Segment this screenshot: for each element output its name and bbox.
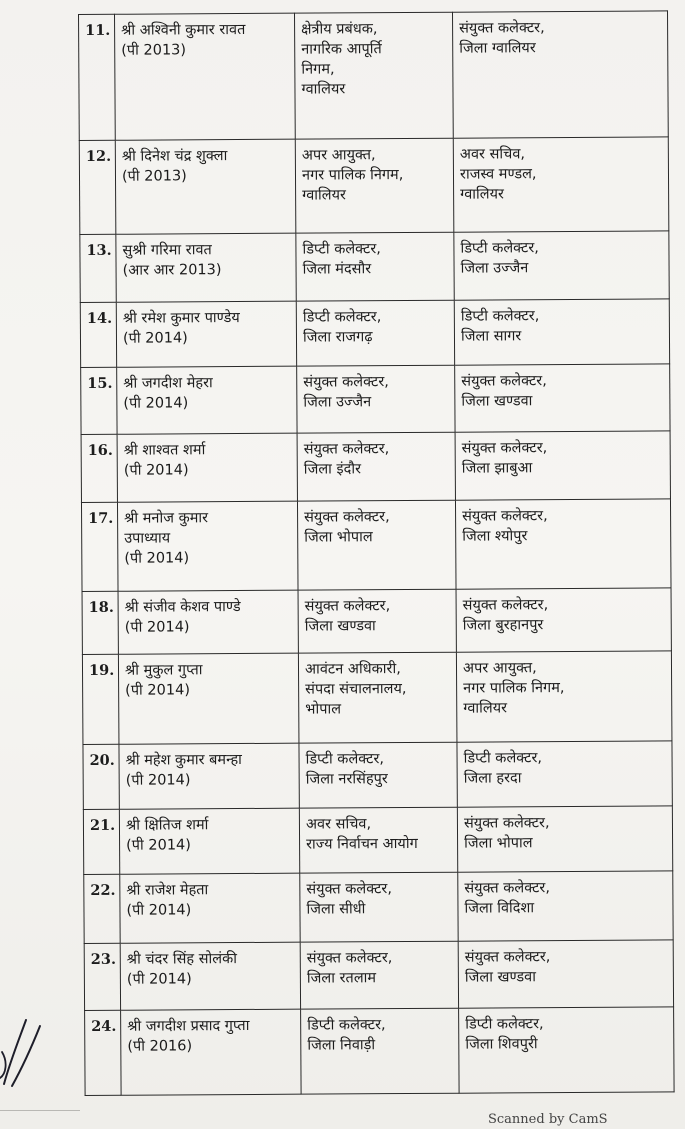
current-posting-cell xyxy=(300,872,458,942)
new-posting-line: जिला झाबुआ xyxy=(461,460,533,478)
officer-name-cell xyxy=(116,233,296,302)
new-posting-line: संयुक्त कलेक्टर, xyxy=(463,815,550,832)
current-posting-line: जिला राजगढ़ xyxy=(302,329,373,346)
officer-name-line: श्री महेश कुमार बमन्हा xyxy=(125,751,242,769)
officer-name-cell xyxy=(117,501,298,592)
officer-name-line: (पी 2014) xyxy=(124,549,190,567)
new-posting-cell xyxy=(454,299,669,365)
new-posting-cell xyxy=(455,364,670,432)
current-posting-line: क्षेत्रीय प्रबंधक, xyxy=(301,21,378,38)
table-row xyxy=(84,940,673,1011)
table-body xyxy=(79,11,675,1096)
current-posting-line: जिला रतलाम xyxy=(306,970,377,987)
transfer-order-table xyxy=(78,10,675,1096)
serial-number: 16. xyxy=(81,435,117,502)
current-posting-line: निगम, xyxy=(301,61,335,78)
serial-number: 21. xyxy=(83,809,119,874)
table-row xyxy=(79,11,669,141)
new-posting-cell xyxy=(458,940,673,1008)
current-posting-line: जिला मंदसौर xyxy=(302,261,372,278)
current-posting-line: राज्य निर्वाचन आयोग xyxy=(306,835,418,853)
current-posting-line: अपर आयुक्त, xyxy=(301,147,376,164)
table-row xyxy=(85,1007,675,1095)
officer-name-cell xyxy=(120,873,300,943)
officer-name-cell xyxy=(121,1010,302,1096)
officer-name-cell xyxy=(118,653,299,744)
current-posting-line: संयुक्त कलेक्टर, xyxy=(303,374,389,391)
current-posting-line: डिप्टी कलेक्टर, xyxy=(305,750,385,768)
current-posting-cell xyxy=(298,589,456,653)
table-row xyxy=(80,231,669,303)
officer-name-line: (पी 2016) xyxy=(127,1038,193,1056)
officer-name-line: (पी 2014) xyxy=(122,330,188,347)
new-posting-cell xyxy=(456,651,672,742)
new-posting-line: संयुक्त कलेक्टर, xyxy=(461,373,547,390)
current-posting-cell xyxy=(297,433,455,501)
new-posting-cell xyxy=(453,137,669,232)
current-posting-line: नगर पालिक निगम, xyxy=(301,167,404,184)
new-posting-line: नगर पालिक निगम, xyxy=(463,680,565,697)
current-posting-cell xyxy=(299,807,457,873)
serial-number: 20. xyxy=(83,744,119,809)
officer-name-line: (पी 2014) xyxy=(126,971,192,988)
officer-name-cell xyxy=(118,590,298,654)
current-posting-line: डिप्टी कलेक्टर, xyxy=(302,309,382,326)
current-posting-cell xyxy=(295,138,454,233)
current-posting-line: संयुक्त कलेक्टर, xyxy=(306,950,393,967)
officer-name-line: श्री रमेश कुमार पाण्डेय xyxy=(122,310,240,327)
new-posting-cell xyxy=(454,231,669,300)
current-posting-cell xyxy=(294,12,453,139)
new-posting-cell xyxy=(457,806,672,872)
serial-number: 14. xyxy=(80,302,116,367)
current-posting-line: जिला इंदौर xyxy=(303,461,362,478)
officer-name-line: (पी 2013) xyxy=(121,168,187,185)
new-posting-line: जिला बुरहानपुर xyxy=(462,617,544,634)
serial-number: 22. xyxy=(84,874,120,943)
serial-number: 19. xyxy=(82,654,119,744)
new-posting-cell xyxy=(456,588,671,652)
officer-name-line: श्री दिनेश चंद्र शुक्ला xyxy=(121,148,228,165)
current-posting-line: भोपाल xyxy=(305,701,342,718)
new-posting-cell xyxy=(455,498,671,589)
serial-number: 24. xyxy=(85,1011,122,1096)
current-posting-line: डिप्टी कलेक्टर, xyxy=(307,1017,386,1035)
current-posting-cell xyxy=(296,232,454,301)
officer-name-line: (पी 2013) xyxy=(121,42,187,59)
officer-name-line: (पी 2014) xyxy=(123,395,189,412)
new-posting-line: ग्वालियर xyxy=(463,700,508,717)
officer-name-cell xyxy=(117,366,297,434)
officer-name-line: श्री अश्विनी कुमार रावत xyxy=(121,21,246,39)
table-row xyxy=(82,588,671,655)
current-posting-cell xyxy=(299,742,457,808)
current-posting-cell xyxy=(300,941,458,1009)
new-posting-line: डिप्टी कलेक्टर, xyxy=(460,308,540,325)
new-posting-line: डिप्टी कलेक्टर, xyxy=(465,1016,544,1034)
officer-name-cell xyxy=(115,13,296,140)
new-posting-line: जिला खण्डवा xyxy=(464,969,536,986)
new-posting-line: ग्वालियर xyxy=(460,186,504,203)
serial-number: 11. xyxy=(79,14,116,140)
current-posting-line: संयुक्त कलेक्टर, xyxy=(304,508,390,526)
table-row xyxy=(83,806,672,875)
serial-number: 18. xyxy=(82,591,118,654)
officer-name-line: (पी 2014) xyxy=(126,837,191,854)
table-row xyxy=(84,871,673,944)
current-posting-line: आवंटन अधिकारी, xyxy=(304,661,401,678)
new-posting-line: जिला सागर xyxy=(460,328,522,345)
officer-name-line: श्री मनोज कुमार xyxy=(124,509,209,527)
current-posting-line: डिप्टी कलेक्टर, xyxy=(302,240,381,258)
new-posting-line: जिला श्योपुर xyxy=(462,527,528,545)
current-posting-line: ग्वालियर xyxy=(301,81,346,98)
table-row xyxy=(83,741,672,810)
new-posting-line: जिला विदिशा xyxy=(464,900,535,917)
new-posting-line: जिला उज्जैन xyxy=(460,260,529,277)
current-posting-line: अवर सचिव, xyxy=(305,816,372,833)
current-posting-line: जिला नरसिंहपुर xyxy=(305,770,388,788)
current-posting-cell xyxy=(297,500,456,591)
officer-name-line: (आर आर 2013) xyxy=(122,261,222,279)
officer-name-line: श्री संजीव केशव पाण्डे xyxy=(124,599,241,616)
officer-name-cell xyxy=(119,743,299,809)
new-posting-cell xyxy=(457,741,672,807)
new-posting-line: संयुक्त कलेक्टर, xyxy=(464,949,551,966)
current-posting-line: जिला भोपाल xyxy=(304,528,373,546)
new-posting-cell xyxy=(459,1007,675,1093)
current-posting-line: संयुक्त कलेक्टर, xyxy=(306,881,392,898)
officer-name-line: श्री मुकुल गुप्ता xyxy=(124,662,203,679)
new-posting-line: जिला खण्डवा xyxy=(461,393,533,410)
table-row xyxy=(82,651,672,744)
signature-mark xyxy=(0,1012,44,1092)
officer-name-line: उपाध्याय xyxy=(124,529,171,547)
new-posting-line: संयुक्त कलेक्टर, xyxy=(461,440,548,458)
new-posting-line: संयुक्त कलेक्टर, xyxy=(462,597,549,614)
table-row xyxy=(81,364,670,435)
footer-rule xyxy=(0,1110,80,1111)
serial-number: 13. xyxy=(80,234,116,302)
serial-number: 12. xyxy=(79,140,116,234)
current-posting-line: संयुक्त कलेक्टर, xyxy=(304,598,391,615)
officer-name-line: (पी 2014) xyxy=(125,772,191,789)
officer-name-line: श्री क्षितिज शर्मा xyxy=(125,817,209,834)
officer-name-line: (पी 2014) xyxy=(124,619,190,636)
current-posting-cell xyxy=(298,652,457,743)
officer-name-line: (पी 2014) xyxy=(123,462,189,480)
new-posting-line: जिला शिवपुरी xyxy=(465,1036,538,1054)
new-posting-cell xyxy=(455,431,670,499)
current-posting-line: नागरिक आपूर्ति xyxy=(301,41,382,58)
officer-name-line: श्री राजेश मेहता xyxy=(126,882,209,899)
new-posting-line: जिला हरदा xyxy=(463,770,522,787)
new-posting-cell xyxy=(452,11,668,139)
new-posting-line: अपर आयुक्त, xyxy=(462,660,537,677)
current-posting-cell xyxy=(301,1009,460,1095)
current-posting-line: संयुक्त कलेक्टर, xyxy=(303,441,390,458)
new-posting-line: राजस्व मण्डल, xyxy=(459,166,537,183)
current-posting-line: जिला खण्डवा xyxy=(304,618,376,635)
officer-name-cell xyxy=(116,301,296,367)
new-posting-line: जिला भोपाल xyxy=(464,835,533,852)
current-posting-line: जिला उज्जैन xyxy=(303,394,372,411)
new-posting-line: डिप्टी कलेक्टर, xyxy=(463,749,543,767)
new-posting-line: संयुक्त कलेक्टर, xyxy=(459,20,545,37)
new-posting-line: संयुक्त कलेक्टर, xyxy=(464,880,550,897)
officer-name-line: सुश्री गरिमा रावत xyxy=(122,242,212,259)
serial-number: 23. xyxy=(84,943,120,1010)
table-row xyxy=(81,431,670,502)
current-posting-cell xyxy=(297,365,455,433)
footer-scan-text: Scanned by CamS xyxy=(488,1112,608,1127)
current-posting-cell xyxy=(296,300,454,366)
new-posting-cell xyxy=(458,871,673,942)
table-row xyxy=(80,299,669,368)
current-posting-line: ग्वालियर xyxy=(302,187,346,204)
new-posting-line: अवर सचिव, xyxy=(459,146,526,163)
current-posting-line: जिला निवाड़ी xyxy=(307,1037,376,1055)
officer-name-cell xyxy=(120,942,300,1010)
officer-name-line: (पी 2014) xyxy=(125,682,191,699)
current-posting-line: संपदा संचालनालय, xyxy=(305,681,407,698)
officer-name-line: श्री शाश्वत शर्मा xyxy=(123,442,206,460)
table-row xyxy=(79,137,669,234)
table-row xyxy=(81,498,671,591)
officer-name-line: श्री चंदर सिंह सोलंकी xyxy=(126,951,238,968)
officer-name-cell xyxy=(119,808,299,874)
serial-number: 17. xyxy=(81,502,118,592)
current-posting-line: जिला सीधी xyxy=(306,901,366,918)
officer-name-cell xyxy=(117,434,297,502)
officer-name-cell xyxy=(115,139,296,234)
serial-number: 15. xyxy=(81,367,117,434)
new-posting-line: जिला ग्वालियर xyxy=(459,40,536,57)
officer-name-line: श्री जगदीश मेहरा xyxy=(123,375,213,392)
new-posting-line: डिप्टी कलेक्टर, xyxy=(460,240,539,257)
officer-name-line: श्री जगदीश प्रसाद गुप्ता xyxy=(127,1018,250,1036)
new-posting-line: संयुक्त कलेक्टर, xyxy=(462,507,548,525)
officer-name-line: (पी 2014) xyxy=(126,902,192,919)
